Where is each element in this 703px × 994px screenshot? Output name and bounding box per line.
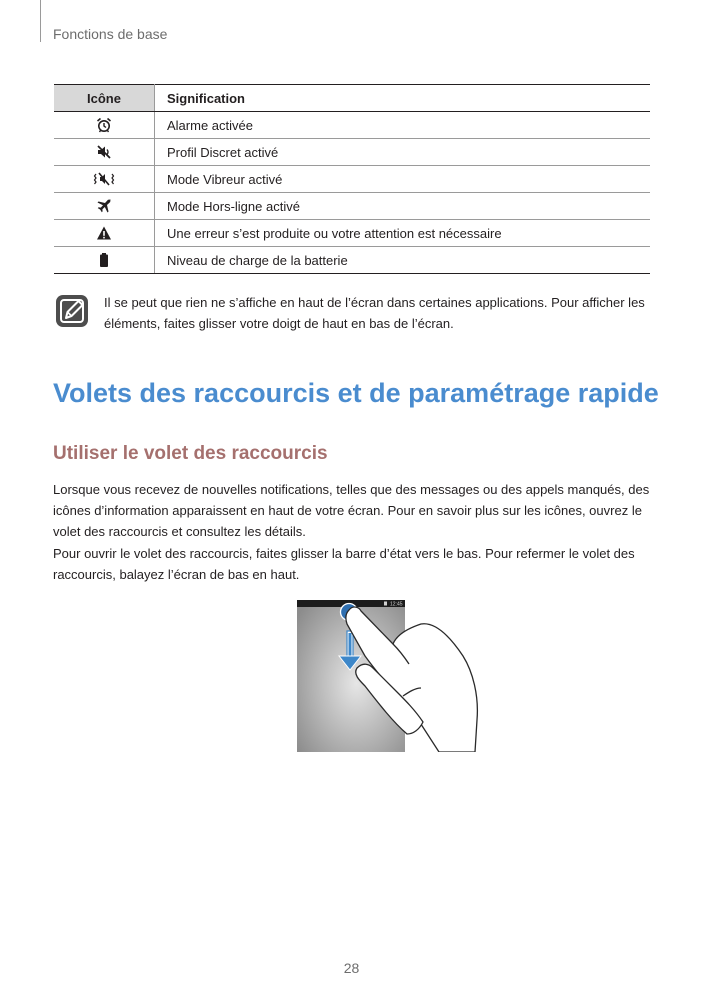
status-time: 12:45 [390,601,403,608]
vibrate-icon [93,171,115,187]
running-head: Fonctions de base [53,26,168,42]
note-text: Il se peut que rien ne s’affiche en haut de l’écran dans certaines applications. Pour afficher les éléments, faites glisser votre doigt de haut en bas de l’écran. [104,295,645,331]
page-margin-rule [40,0,41,42]
section-title: Volets des raccourcis et de paramétrage rapide [53,378,659,408]
row-meaning: Profil Discret activé [155,139,651,166]
note-pencil-icon [55,294,89,328]
status-battery-icon [384,602,387,606]
body-paragraph: Pour ouvrir le volet des raccourcis, faites glisser la barre d’état vers le bas. Pour refermer le volet des raccourcis, balayez l’écran de bas en haut. [53,546,635,582]
table-row [54,112,650,139]
airplane-icon [96,198,112,214]
table-row [54,220,650,247]
row-meaning: Niveau de charge de la batterie [155,247,651,274]
table-row [54,247,650,274]
column-header-meaning: Signification [155,85,651,112]
mute-icon [96,144,112,160]
icon-table [54,84,650,274]
battery-icon [96,252,112,268]
alarm-icon [96,117,112,133]
table-header-row [54,85,650,112]
row-meaning: Mode Hors-ligne activé [155,193,651,220]
swipe-down-illustration [297,600,482,752]
table-row [54,139,650,166]
row-meaning: Alarme activée [155,112,651,139]
table-row [54,166,650,193]
body-paragraph: Lorsque vous recevez de nouvelles notifications, telles que des messages ou des appels manqués, des icônes d’information apparaissent en haut de votre écran. Pour en savoir plus sur les icônes, ouvrez le volet des raccourcis et consultez les détails. [53,482,650,539]
warning-icon [96,225,112,241]
row-meaning: Une erreur s’est produite ou votre attention est nécessaire [155,220,651,247]
row-meaning: Mode Vibreur activé [155,166,651,193]
table-row [54,193,650,220]
column-header-icon: Icône [54,85,155,112]
page-number: 28 [343,960,360,976]
subsection-title: Utiliser le volet des raccourcis [53,443,328,464]
